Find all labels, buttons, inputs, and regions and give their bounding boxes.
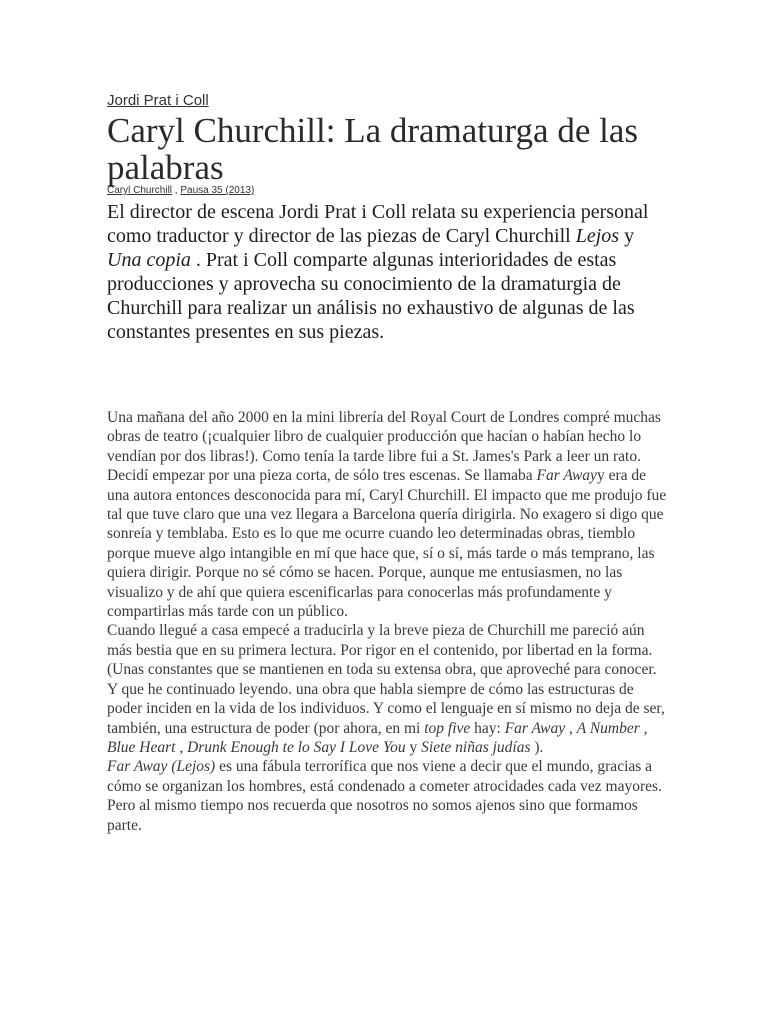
p2-top-five: top five — [424, 719, 471, 737]
body-paragraph-2 — [107, 621, 667, 757]
author-link[interactable]: Jordi Prat i Coll — [107, 92, 209, 109]
p2-work-a-number: A Number — [576, 719, 640, 737]
p1-far-away: Far Away — [536, 467, 597, 485]
body-paragraph-3 — [107, 757, 667, 835]
meta-source-link[interactable]: Pausa 35 (2013) — [180, 185, 255, 196]
article-meta — [107, 185, 254, 197]
p1-text-a: Una mañana del año 2000 en la mini librería del Royal Court de Londres compré muchas obras de teatro (¡cualquier libro de cualquier producción que hacían o habían hecho lo vendían por dos libras!). Como tenía la tarde libre fui a St. James's Park a leer un rato. Decidí empezar por una pieza corta, de sólo tres escenas. Se llamaba — [107, 409, 661, 485]
lead-text-1: El director de escena Jordi Prat i Coll relata su experiencia personal como traductor y director de las piezas de Caryl Churchill — [107, 201, 649, 247]
p2-work-siete-ninas: Siete niñas judías — [421, 738, 531, 756]
p1-text-b: y era de una autora entonces desconocida para mí, Caryl Churchill. El impacto que me produjo fue tal que tuve claro que una vez llegara a Barcelona quería dirigirla. No exagero si digo que sonreía y temblaba. Esto es lo que me ocurre cuando leo determinadas obras, tiemblo porque mueve algo intangible en mí que hace que, sí o sí, más tarde o más temprano, las quiera dirigir. Porque no sé cómo se hacen. Porque, aunque me entusiasmen, no las visualizo y de ahí que quiera escenificarlas para conocerlas más profundamente y compartirlas más tarde con un público. — [107, 467, 667, 621]
p2-end: ). — [530, 738, 544, 756]
lead-play-lejos: Lejos — [575, 225, 620, 247]
lead-paragraph — [107, 200, 667, 344]
p3-text: es una fábula terrorífica que nos viene a decir que el mundo, gracias a cómo se organizan los hombres, está condenado a cometer atrocidades cada vez mayores. Pero al mismo tiempo nos recuerda que nosotros no somos ajenos sino que formamos parte. — [107, 758, 662, 834]
meta-separator: , — [172, 185, 181, 196]
lead-text-2: y — [619, 225, 635, 247]
body-paragraph-1 — [107, 408, 667, 621]
article-body — [107, 408, 667, 835]
p2-work-drunk-enough: Drunk Enough te lo Say I Love You — [187, 738, 406, 756]
p2-work-far-away: Far Away — [504, 719, 566, 737]
p2-sep-2: , — [639, 719, 648, 737]
p2-conj-y: y — [405, 738, 422, 756]
lead-text-3: . Prat i Coll comparte algunas interioridades de estas producciones y aprovecha su conocimiento de la dramaturgia de Churchill para realizar un análisis no exhaustivo de algunas de las constantes presentes en sus piezas. — [107, 249, 635, 343]
p2-work-blue-heart: Blue Heart — [107, 738, 176, 756]
lead-play-una-copia: Una copia — [107, 249, 191, 271]
page-title: Caryl Churchill: La dramaturga de las palabras — [107, 111, 638, 187]
p2-text-b: hay: — [470, 719, 505, 737]
p2-sep-1: , — [565, 719, 577, 737]
p2-sep-3: , — [175, 738, 188, 756]
p3-title: Far Away (Lejos) — [107, 758, 216, 776]
meta-author-link[interactable]: Caryl Churchill — [107, 185, 173, 196]
p2-text-a: Cuando llegué a casa empecé a traducirla y la breve pieza de Churchill me pareció aún más bestia que en su primera lectura. Por rigor en el contenido, por libertad en la forma. (Unas constantes que se mantienen en toda su extensa obra, que aproveché para conocer. Y que he continuado leyendo. una obra que habla siempre de cómo las estructuras de poder inciden en la vida de los individuos. Y como el lenguaje en sí mismo no deja de ser, también, una estructura de poder (por ahora, en mi — [107, 622, 665, 737]
